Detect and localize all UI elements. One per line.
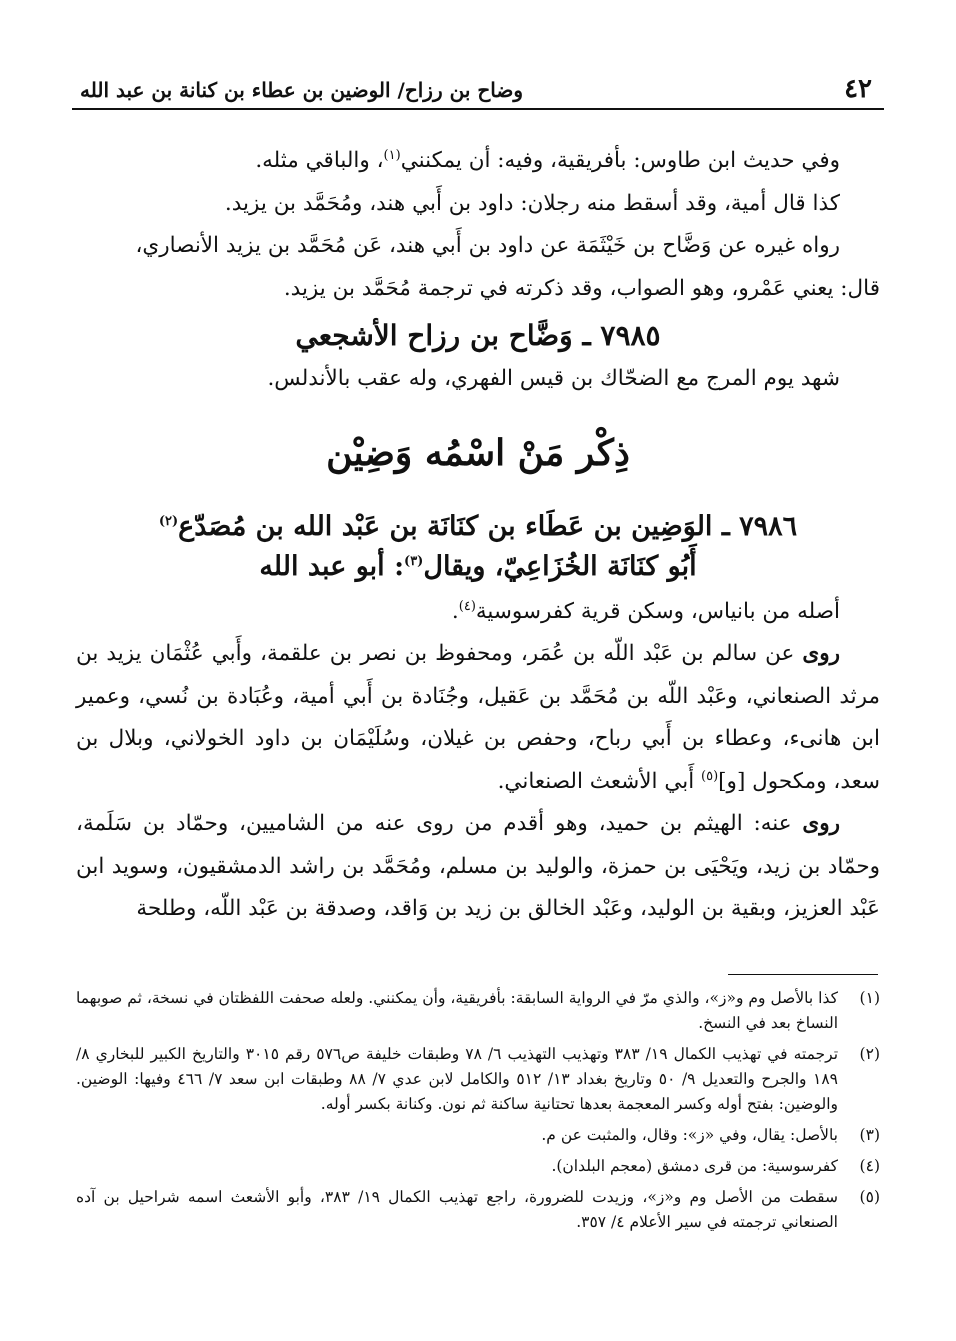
footnote-5: (٥) سقطت من الأصل وم و«ز»، وزيدت للضرورة، راجع تهذيب الكمال ١٩/ ٣٨٣، وأبو الأشعث اسمه شراحيل بن آده الصنعاني ترجمته في سير الأعلام ٤/ ٣٥٧. xyxy=(76,1188,880,1231)
paragraph-marj: شهد يوم المرج مع الضحّاك بن قيس الفهري، وله عقب بالأندلس. xyxy=(267,366,840,391)
entry-heading-7985: ٧٩٨٥ ـ وَضَّاح بن رزاح الأشجعي xyxy=(295,319,661,352)
footnote-2: (٢) ترجمته في تهذيب الكمال ١٩/ ٣٨٣ وتهذيب التهذيب ٦/ ٧٨ وطبقات خليفة ص٥٧٦ رقم ٣٠١٥ والتاريخ الكبير للبخاري ٨/ ١٨٩ والجرح والتعديل ٩/ ٥٠ وتاريخ بغداد ١٣/ ٥١٢ والكامل لابن عدي ٧/ ٨٨ وطبقات ابن سعد ٧/ ٤٦٦ وفيها: الوضين. والوضين: بفتح أوله وكسر المعجمة بعدها تحتانية ساكنة ثم نون. وكنانة بكسر أوله. xyxy=(76,1045,880,1113)
paragraph-ibn-tawus: وفي حديث ابن طاوس: بأفريقية، وفيه: أن يمكنني$^{(١)}$، والباقي مثله. xyxy=(255,147,840,173)
paragraph-rawah: رواه غيره عن وَضَّاح بن خَيْثَمَة عن داود بن أَبي هند، عَن مُحَمَّد بن يزيد الأنصاري، xyxy=(135,233,840,258)
footnote-4: (٤) كفرسوسية: من قرى دمشق (معجم البلدان). xyxy=(551,1157,880,1175)
footnote-ref: (١) xyxy=(383,147,401,163)
entry-heading-7986-line1: ٧٩٨٦ ـ الوَضِين بن عَطَاء بن كنَانَة بن عَبْد الله بن مُصَدّع$^{(٢)}$ xyxy=(158,510,798,542)
footnote-3: (٣) بالأصل: يقال، وفي «ز»: وقال، والمثبت عن م. xyxy=(541,1126,880,1144)
paragraph-origin: أصله من بانياس، وسكن قرية كفرسوسية$^{(٤)}$. xyxy=(451,598,840,624)
footnote-separator xyxy=(728,974,878,975)
running-title: وضاح بن رزاح/ الوضين بن عطاء بن كنانة بن عبد الله xyxy=(80,78,523,102)
footnote-1: (١) كذا بالأصل وم و«ز»، والذي مرّ في الرواية السابقة: بأفريقية، وأن يمكنني. ولعله صحفت اللفظتان في نسخة، ثم صوبهما النساخ بعد في النسخ. xyxy=(76,989,880,1032)
footnote-ref: (٤) xyxy=(458,598,476,614)
footnote-ref: (٣) xyxy=(404,553,424,569)
page-number: ٤٢ xyxy=(844,74,872,104)
paragraph-umayya: كذا قال أمية، وقد أسقط منه رجلان: داود بن أَبي هند، ومُحَمَّد بن يزيد. xyxy=(224,190,840,216)
running-header xyxy=(72,68,884,110)
footnotes xyxy=(76,986,880,1241)
section-title: ذِكْر مَنْ اسْمُه وَضِيْن xyxy=(326,431,630,474)
footnote-ref: (٥) xyxy=(701,768,719,784)
entry-heading-7986-line2: أَبُو كنَانَة الخُزَاعِيّ، ويقال$^{(٣)}$: أبو عبد الله xyxy=(259,550,697,582)
paragraph-narrated-from: روى عن سالم بن عَبْد اللّه بن عُمَر، ومحفوظ بن نصر بن علقمة، وأَبي عُثْمَان يزيد بن مرثد الصنعاني، وعَبْد اللّه بن مُحَمَّد بن عَقيل، وجُنَادة بن أَبي أمية، وعُبَادة بن نُسي، وعمير ابن هانىء، وعطاء بن أَبي رباح، وحفص بن غيلان، وسُلَيْمَان بن داود الخولاني، وبلال بن سعد، ومكحول [و]$^{(٥)}$ أَبي الأشعث الصنعاني. xyxy=(76,641,880,794)
paragraph-narrated-by: روى عنه: الهيثم بن حميد، وهو أقدم من روى عنه من الشاميين، وحمّاد بن سَلَمة، وحمّاد بن زيد، ويَحْيَى بن حمزة، والوليد بن مسلم، ومُحَمَّد بن راشد الدمشقيون، وسويد ابن عَبْد العزيز، وبقية بن الوليد، وعَبْد الخالق بن زيد بن وَاقد، وصدقة بن عَبْد اللّه، وطلحة xyxy=(76,811,880,921)
footnote-ref: (٢) xyxy=(158,513,179,529)
main-text xyxy=(76,140,880,931)
paragraph-qala: قال: يعني عَمْرو، وهو الصواب، وقد ذكرته في ترجمة مُحَمَّد بن يزيد. xyxy=(283,275,880,301)
